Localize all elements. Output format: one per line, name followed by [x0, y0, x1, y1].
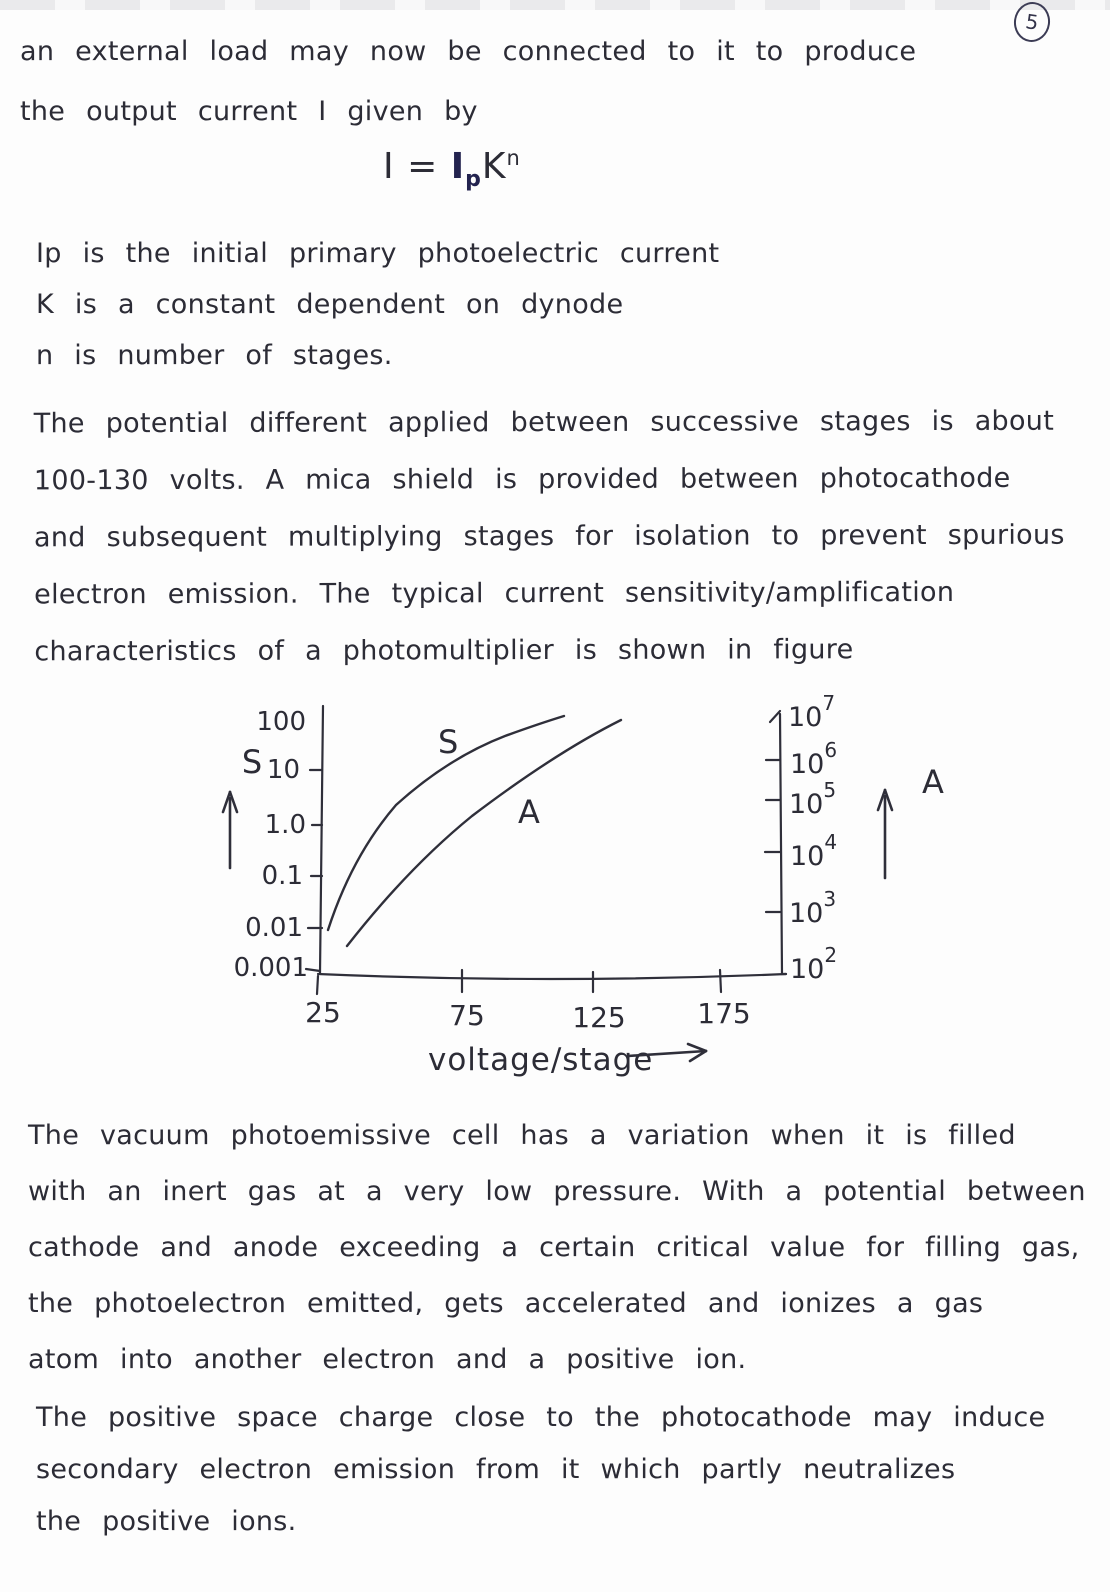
equation-n-superscript: n: [506, 146, 521, 170]
scanner-artifact-strip: [0, 0, 1110, 10]
x-tick-label: 175: [697, 997, 751, 1030]
handwritten-line: electron emission. The typical current sensitivity/amplification: [34, 576, 955, 611]
left-tick-label: 0.01: [245, 913, 303, 943]
left-tick-label: 100: [256, 707, 306, 737]
left-axis-tick: [306, 969, 320, 971]
right-axis-title: A: [922, 763, 944, 801]
x-tick-label: 25: [305, 996, 341, 1029]
handwritten-line: atom into another electron and a positive ion.: [28, 1344, 747, 1375]
x-axis-tick: [720, 970, 721, 992]
x-axis-title: voltage/stage: [428, 1042, 654, 1078]
handwritten-line: The positive space charge close to the photocathode may induce: [36, 1402, 1046, 1433]
page-number: 5: [1024, 9, 1040, 35]
curve-A: [347, 720, 621, 946]
x-axis: [317, 970, 786, 994]
handwritten-line: an external load may now be connected to it to produce: [20, 36, 917, 67]
left-tick-label: 1.0: [264, 810, 306, 840]
equation: [383, 146, 521, 192]
x-tick-label: 75: [449, 999, 485, 1032]
equation-ip: $I_p$: [450, 146, 482, 193]
left-tick-label: 0.1: [261, 861, 303, 891]
handwritten-line: Ip is the initial primary photoelectric current: [36, 238, 720, 269]
curve-A-label: A: [518, 793, 540, 831]
handwritten-line: the photoelectron emitted, gets accelerated and ionizes a gas: [28, 1288, 984, 1319]
right-tick-label: $10^2$: [790, 943, 838, 985]
right-tick-label: $10^6$: [790, 738, 838, 780]
x-axis-line: [318, 974, 786, 979]
right-tick-label: $10^7$: [788, 691, 836, 733]
handwritten-line: n is number of stages.: [36, 340, 393, 371]
right-tick-label: $10^4$: [790, 830, 838, 872]
handwritten-line: K is a constant dependent on dynode: [36, 289, 624, 320]
right-tick-label: $10^5$: [789, 778, 837, 820]
handwritten-line: The potential different applied between successive stages is about: [33, 405, 1055, 440]
x-axis-tick: [317, 976, 318, 994]
right-axis-line: [780, 714, 786, 974]
paragraph-potential: [34, 393, 1066, 681]
equation-k: K: [481, 146, 507, 187]
right-axis-tick-labels: [788, 691, 837, 985]
chart-figure: [0, 678, 1110, 1092]
handwritten-line: and subsequent multiplying stages for isolation to prevent spurious: [33, 519, 1065, 554]
equation-equals: =: [407, 146, 439, 187]
curves: [328, 716, 621, 946]
handwritten-line: the positive ions.: [36, 1506, 297, 1537]
equation-lhs: I: [383, 146, 395, 187]
curve-S-label: S: [438, 723, 459, 761]
left-tick-label: 0.001: [233, 953, 308, 983]
handwritten-line: 100-130 volts. A mica shield is provided between photocathode: [33, 462, 1011, 497]
right-axis: [765, 711, 786, 974]
equation-ip-subscript: p: [465, 167, 482, 193]
left-axis-line: [320, 706, 323, 973]
paragraph-space-charge: [36, 1392, 1045, 1548]
x-axis-tick-labels: [305, 996, 751, 1034]
intro-paragraph: [20, 22, 916, 142]
paragraph-vacuum-cell: [28, 1108, 1086, 1388]
handwritten-line: cathode and anode exceeding a certain critical value for filling gas,: [28, 1232, 1080, 1263]
left-axis-arrow-icon: [223, 792, 237, 868]
x-tick-label: 125: [572, 1001, 626, 1034]
right-axis-arrow-tip: [770, 711, 780, 722]
left-axis: [306, 706, 323, 973]
handwritten-line: secondary electron emission from it which partly neutralizes: [36, 1454, 956, 1485]
handwritten-line: with an inert gas at a very low pressure. With a potential between: [28, 1176, 1086, 1207]
left-axis-title: S: [241, 743, 263, 781]
handwritten-line: the output current I given by: [20, 96, 478, 127]
handwritten-line: The vacuum photoemissive cell has a variation when it is filled: [28, 1120, 1016, 1151]
handwritten-line: characteristics of a photomultiplier is shown in figure: [34, 634, 854, 668]
left-tick-label: 10: [266, 755, 300, 785]
right-axis-arrow-icon: [878, 790, 892, 878]
right-tick-label: $10^3$: [789, 887, 837, 929]
definitions-paragraph: [36, 228, 719, 381]
